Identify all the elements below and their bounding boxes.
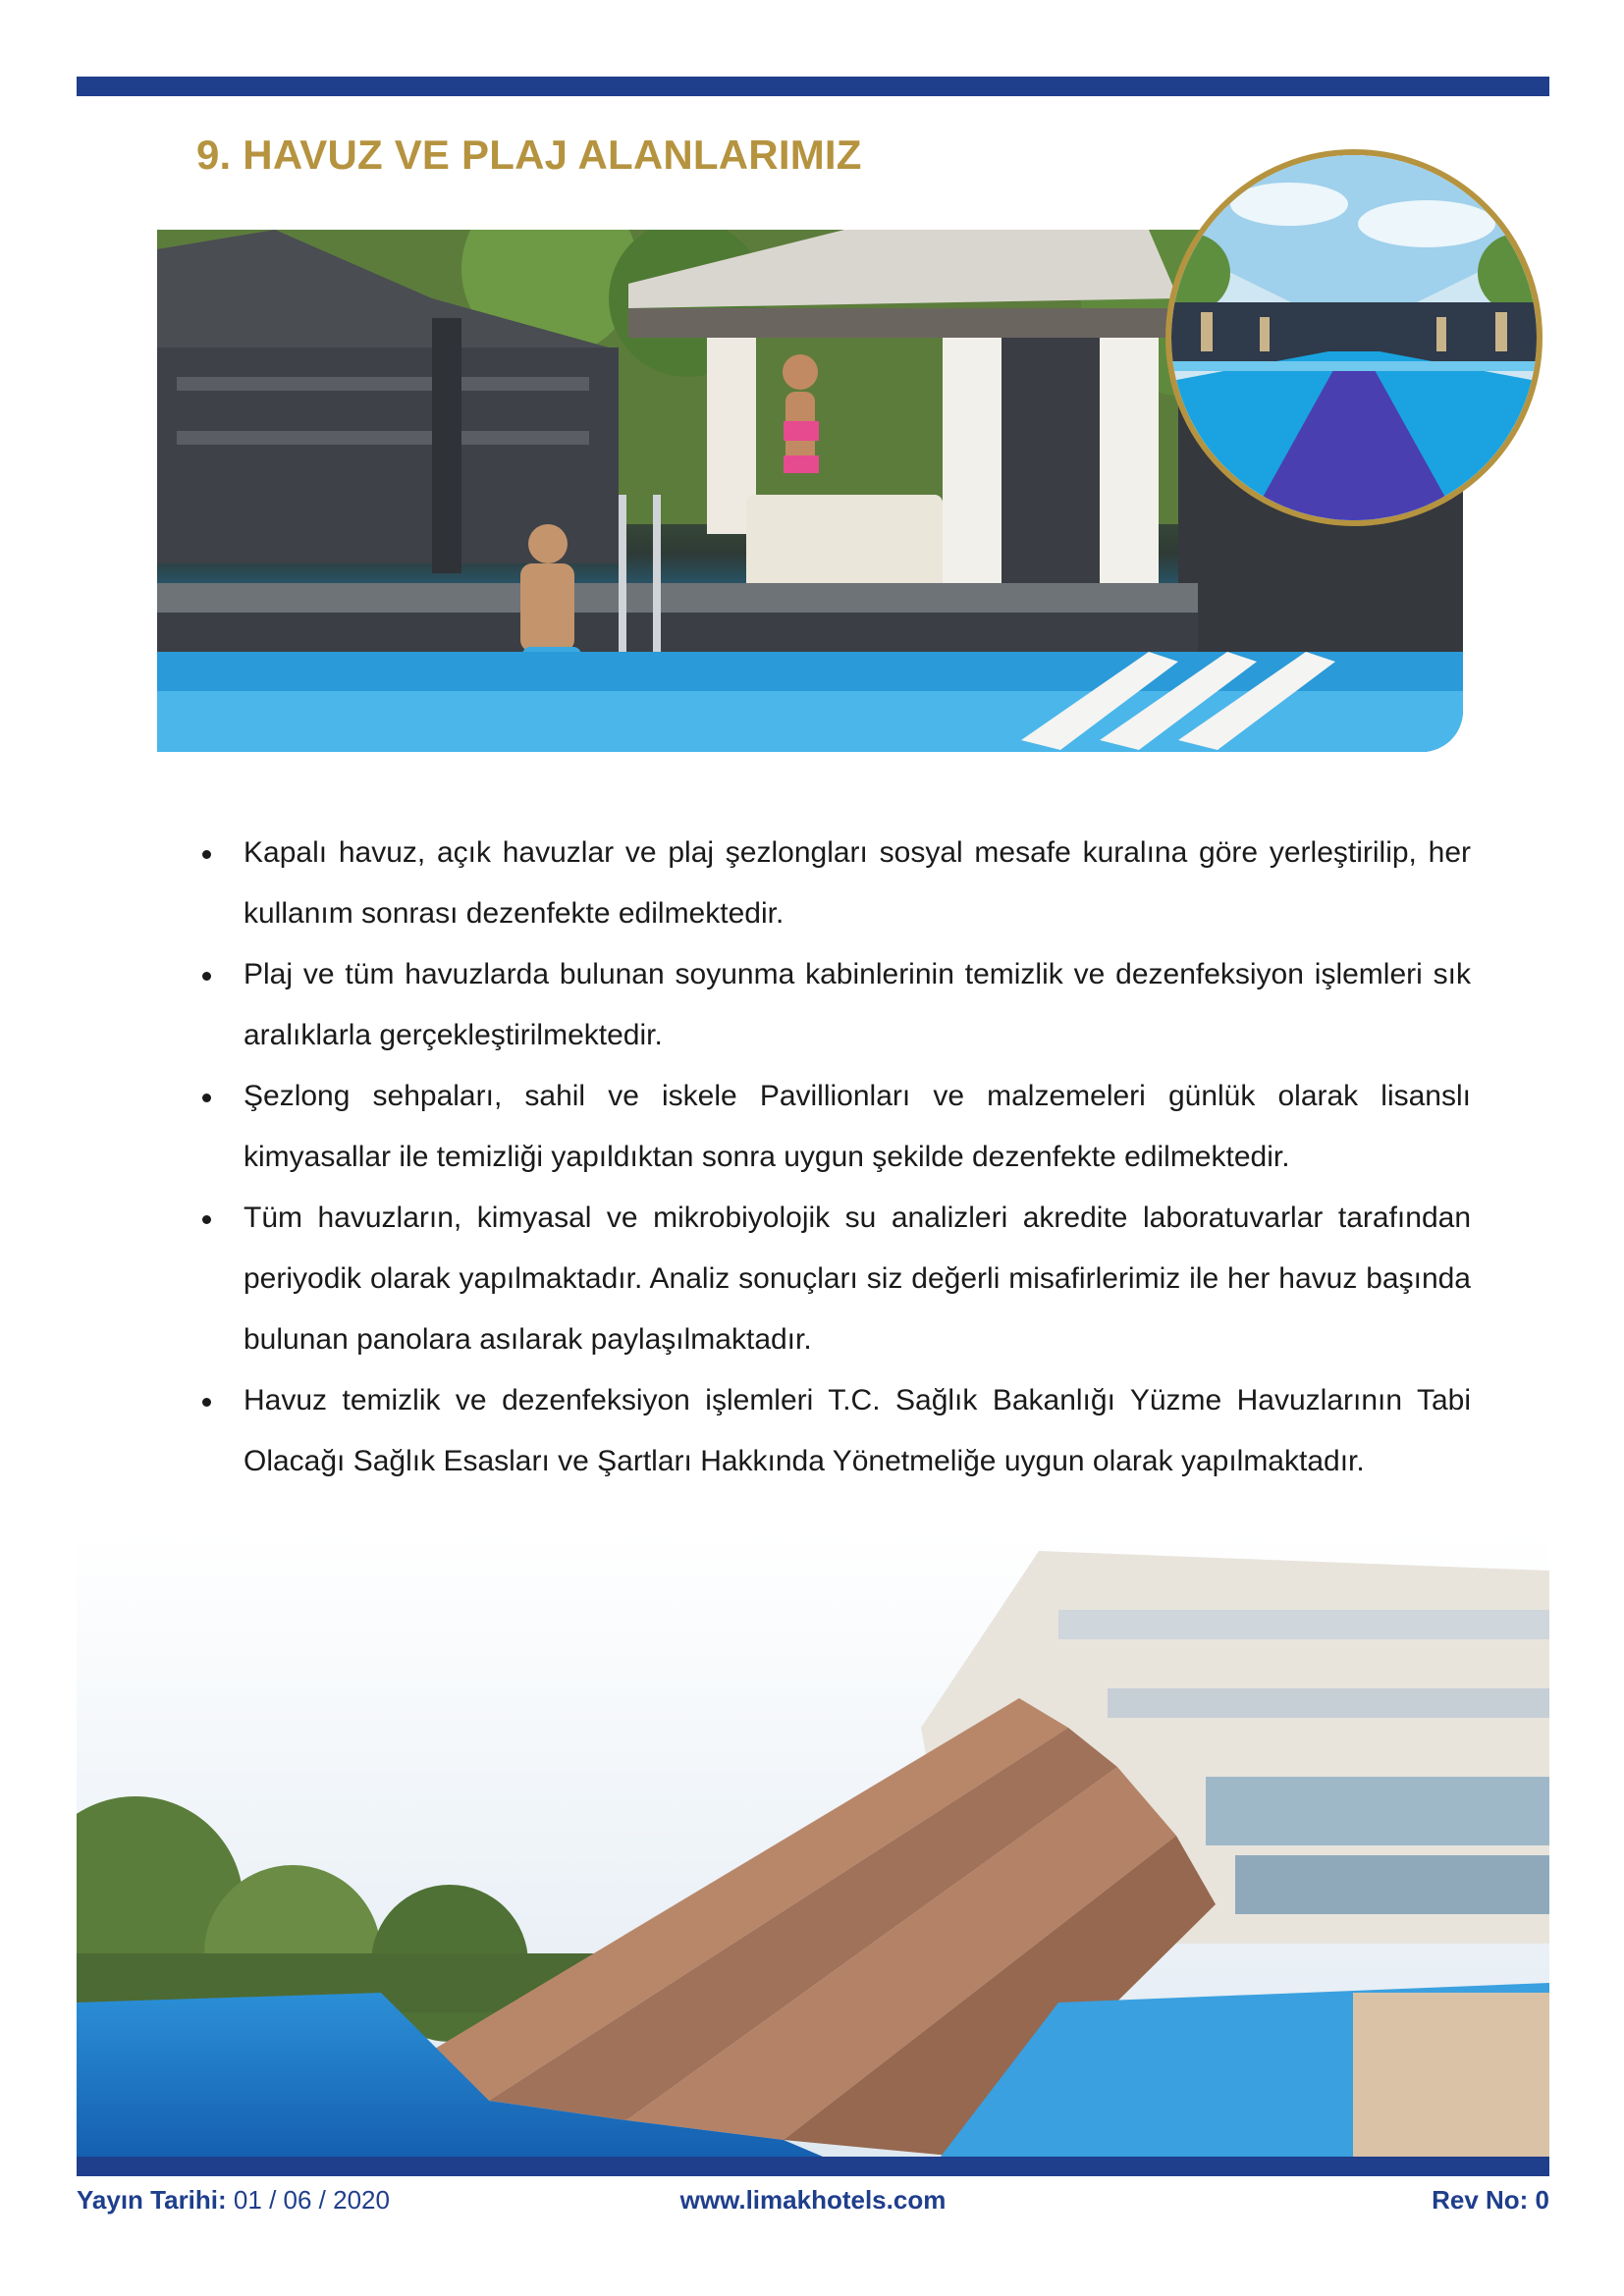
revision-number: Rev No: 0 (1432, 2185, 1549, 2215)
publish-date-label: Yayın Tarihi: (77, 2185, 227, 2215)
website-link[interactable]: www.limakhotels.com (679, 2185, 947, 2215)
page-title: 9. HAVUZ VE PLAJ ALANLARIMIZ (196, 132, 862, 178)
page-footer (77, 2185, 1549, 2224)
bullet-icon (202, 972, 211, 981)
resort-pool-photo (77, 1531, 1549, 2157)
list-item: Şezlong sehpaları, sahil ve iskele Pavillionları ve malzemeleri günlük olarak lisanslı kimyasallar ile temizliği yapıldıktan sonra uygun şekilde dezenfekte edilmektedir. (192, 1066, 1471, 1188)
list-item: Plaj ve tüm havuzlarda bulunan soyunma kabinlerinin temizlik ve dezenfeksiyon işlemleri sık aralıklarla gerçekleştirilmektedir. (192, 944, 1471, 1066)
bullet-icon (202, 1398, 211, 1407)
list-item: Havuz temizlik ve dezenfeksiyon işlemleri T.C. Sağlık Bakanlığı Yüzme Havuzlarının Tabi Olacağı Sağlık Esasları ve Şartları Hakkında Yönetmeliğe uygun olarak yapılmaktadır. (192, 1370, 1471, 1492)
footer-bar (77, 2157, 1549, 2176)
bullet-icon (202, 1215, 211, 1224)
bullet-icon (202, 850, 211, 859)
list-item: Tüm havuzların, kimyasal ve mikrobiyolojik su analizleri akredite laboratuvarlar tarafından periyodik olarak yapılmaktadır. Analiz sonuçları siz değerli misafirlerimiz ile her havuz başında bulunan panolara asılarak paylaşılmaktadır. (192, 1188, 1471, 1370)
hygiene-measures-list (192, 823, 1471, 1492)
bullet-icon (202, 1094, 211, 1102)
publish-date-value: 01 / 06 / 2020 (233, 2185, 390, 2215)
list-item: Kapalı havuz, açık havuzlar ve plaj şezlongları sosyal mesafe kuralına göre yerleştirilip, her kullanım sonrası dezenfekte edilmektedir. (192, 823, 1471, 944)
indoor-pool-photo (1165, 149, 1543, 526)
header-bar (77, 77, 1549, 96)
